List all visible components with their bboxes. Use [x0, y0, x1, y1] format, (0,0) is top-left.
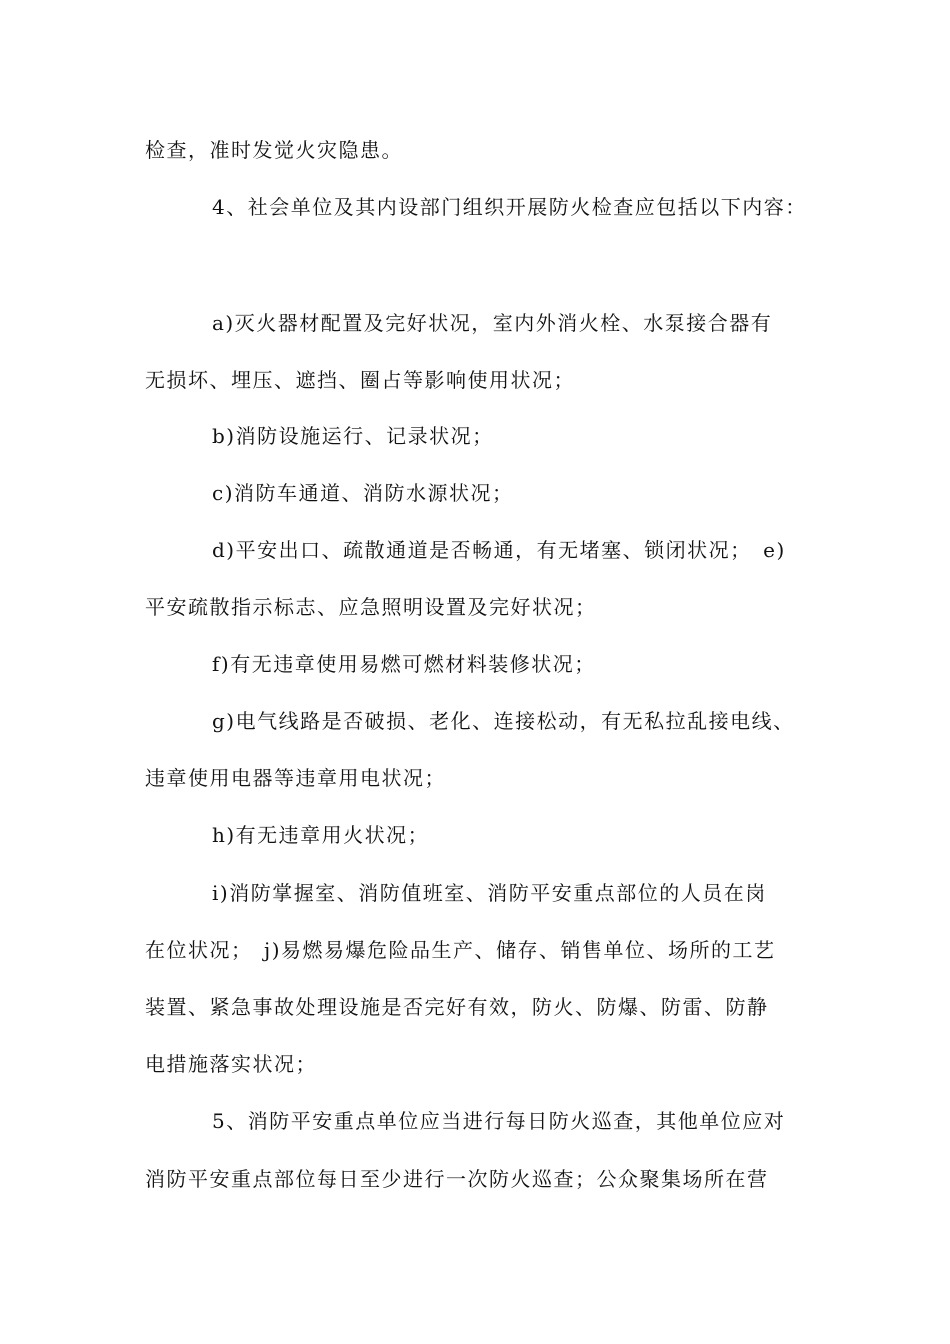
text-line-6: c)消防车通道、消防水源状况； — [212, 481, 514, 505]
text-line-5: b)消防设施运行、记录状况； — [212, 424, 494, 448]
text-line-7: d)平安出口、疏散通道是否畅通，有无堵塞、锁闭状况； e) — [212, 538, 786, 562]
text-line-4: 无损坏、埋压、遮挡、圈占等影响使用状况； — [145, 368, 575, 392]
text-line-13: i)消防掌握室、消防值班室、消防平安重点部位的人员在岗 — [212, 881, 767, 905]
text-line-8: 平安疏散指示标志、应急照明设置及完好状况； — [145, 595, 597, 619]
text-line-3: a)灭火器材配置及完好状况，室内外消火栓、水泵接合器有 — [212, 311, 773, 335]
text-line-18: 消防平安重点部位每日至少进行一次防火巡查；公众聚集场所在营 — [145, 1167, 769, 1191]
text-line-11: 违章使用电器等违章用电状况； — [145, 766, 446, 790]
text-line-12: h)有无违章用火状况； — [212, 823, 430, 847]
text-line-16: 电措施落实状况； — [145, 1052, 317, 1076]
text-line-2: 4、社会单位及其内设部门组织开展防火检查应包括以下内容： — [212, 195, 807, 219]
text-line-14: 在位状况； j)易燃易爆危险品生产、储存、销售单位、场所的工艺 — [145, 938, 776, 962]
text-line-17: 5、消防平安重点单位应当进行每日防火巡查，其他单位应对 — [212, 1109, 786, 1133]
text-line-1: 检查，准时发觉火灾隐患。 — [145, 138, 403, 162]
text-line-15: 装置、紧急事故处理设施是否完好有效，防火、防爆、防雷、防静 — [145, 995, 769, 1019]
text-line-10: g)电气线路是否破损、老化、连接松动，有无私拉乱接电线、 — [212, 709, 795, 733]
text-line-9: f)有无违章使用易燃可燃材料装修状况； — [212, 652, 596, 676]
